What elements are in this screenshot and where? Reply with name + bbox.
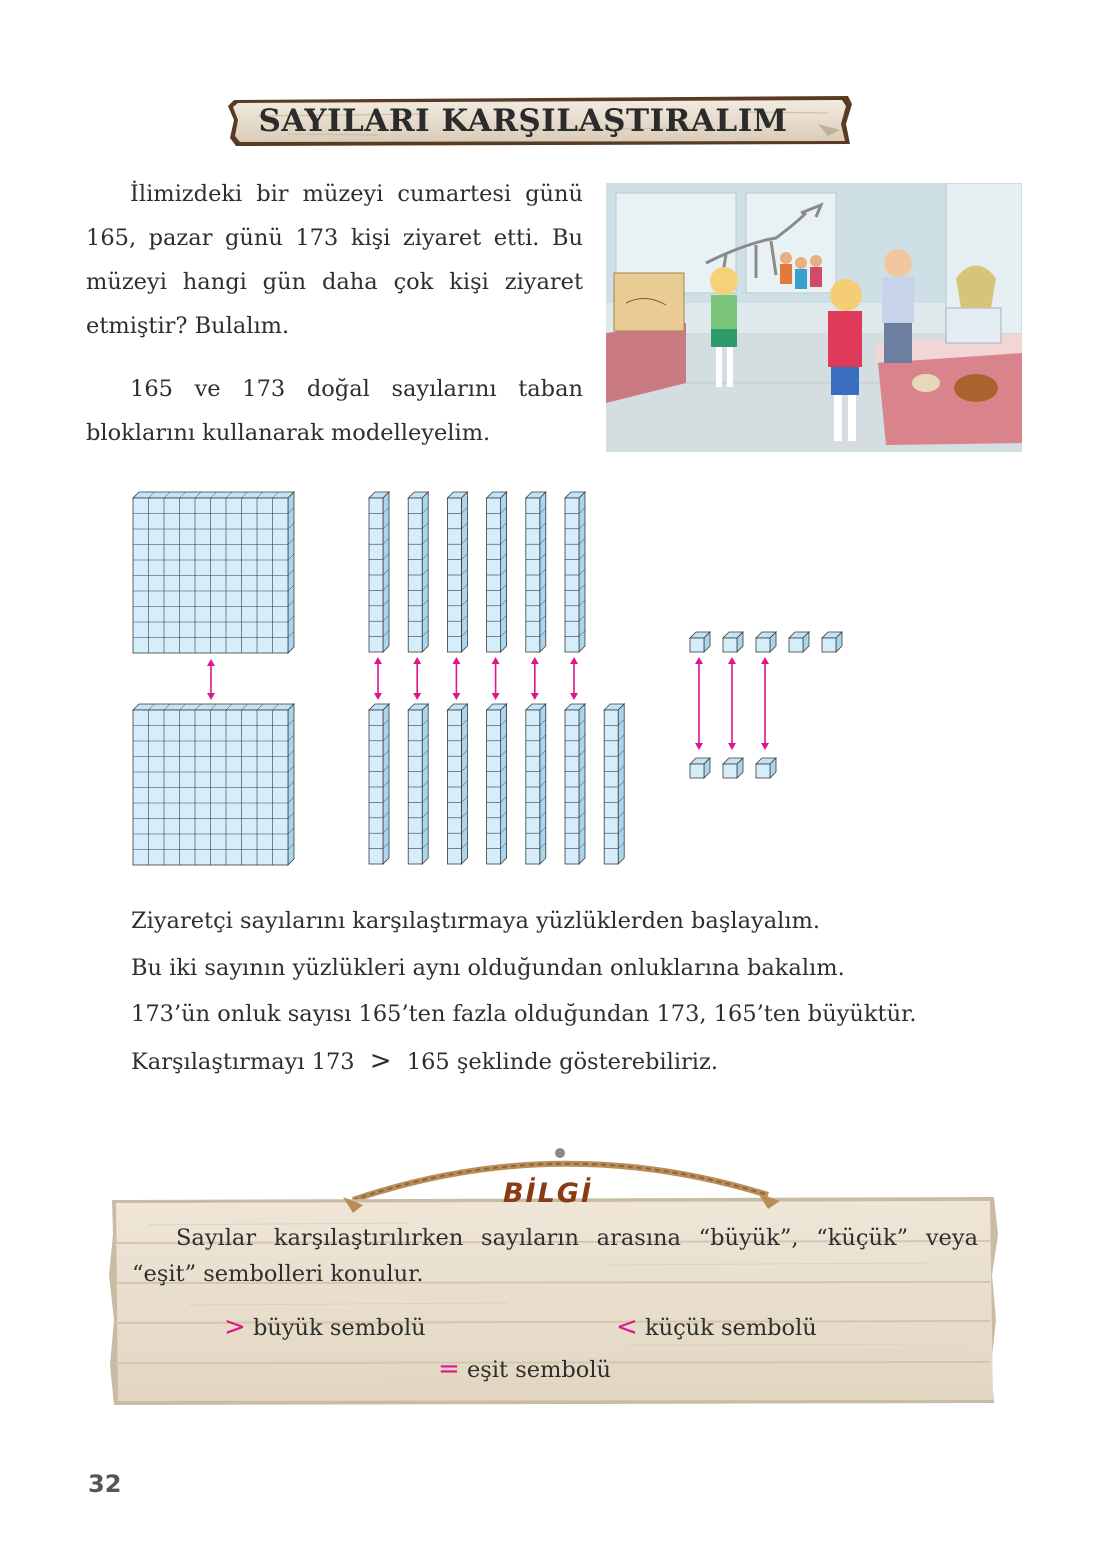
page-number: 32 [88,1470,122,1498]
greater-symbol: > [224,1312,246,1342]
ten-rod-bottom [604,704,624,864]
ten-rod-bottom [408,704,428,864]
greater-label: büyük sembolü [252,1315,426,1341]
ten-rod-bottom [369,704,389,864]
explanation-text [131,898,1031,1085]
intro-paragraph-2: 165 ve 173 doğal sayılarını taban bloklarını kullanarak modelleyelim. [86,376,583,446]
one-cube-bottom [690,758,710,778]
explanation-line-2: Bu iki sayının yüzlükleri aynı olduğundan onluklarına bakalım. [131,954,845,981]
hundreds-compare-arrow [207,659,215,700]
one-cube-top [756,632,776,652]
ones-compare-arrow [728,657,736,750]
tens-compare-arrow [570,657,578,700]
ten-rod-bottom [447,704,467,864]
ten-rod-bottom [565,704,585,864]
ones-compare-arrow [695,657,703,750]
tens-compare-arrow [492,657,500,700]
less-label: küçük sembolü [644,1315,817,1341]
tens-compare-arrow [413,657,421,700]
ten-rod-top [408,492,428,652]
less-symbol: < [616,1312,638,1342]
one-cube-top [690,632,710,652]
equal-label: eşit sembolü [466,1357,612,1383]
ten-rod-bottom [487,704,507,864]
intro-paragraph: İlimizdeki bir müzeyi cumartesi günü 165, pazar günü 173 kişi ziyaret etti. Bu müzeyi hangi gün daha çok kişi ziyaret etmiştir? Bulalım. [86,181,583,339]
equal-symbol-row [438,1354,611,1384]
info-text: Sayılar karşılaştırılırken sayıların arasına “büyük”, “küçük” veya “eşit” sembolleri konulur. [132,1225,978,1287]
equal-symbol: = [438,1354,460,1384]
ten-rod-top [487,492,507,652]
one-cube-top [723,632,743,652]
explanation-line-3: 173’ün onluk sayısı 165’ten fazla olduğundan 173, 165’ten büyüktür. [131,1001,917,1027]
explanation-line-1: Ziyaretçi sayılarını karşılaştırmaya yüzlüklerden başlayalım. [131,908,820,934]
ten-rod-top [369,492,389,652]
ten-rod-bottom [526,704,546,864]
tens-compare-arrow [374,657,382,700]
one-cube-top [822,632,842,652]
ten-rod-top [565,492,585,652]
hundred-flat-bottom [133,704,294,865]
ten-rod-top [526,492,546,652]
info-title: BİLGİ [502,1178,594,1209]
tens-compare-arrow [452,657,460,700]
tens-compare-arrow [531,657,539,700]
ten-rod-top [447,492,467,652]
comparison-prefix: Karşılaştırmayı 173 [131,1048,355,1075]
page-title: SAYILARI KARŞILAŞTIRALIM [258,103,788,139]
explanation-line-4 [131,1038,1031,1086]
hundred-flat-top [133,492,294,653]
greater-symbol-row [224,1312,426,1342]
one-cube-bottom [756,758,776,778]
ones-compare-arrow [761,657,769,750]
one-cube-top [789,632,809,652]
less-symbol-row [616,1312,817,1342]
comparison-suffix: 165 şeklinde gösterebiliriz. [406,1048,718,1075]
one-cube-bottom [723,758,743,778]
greater-than-symbol: > [369,1045,392,1076]
